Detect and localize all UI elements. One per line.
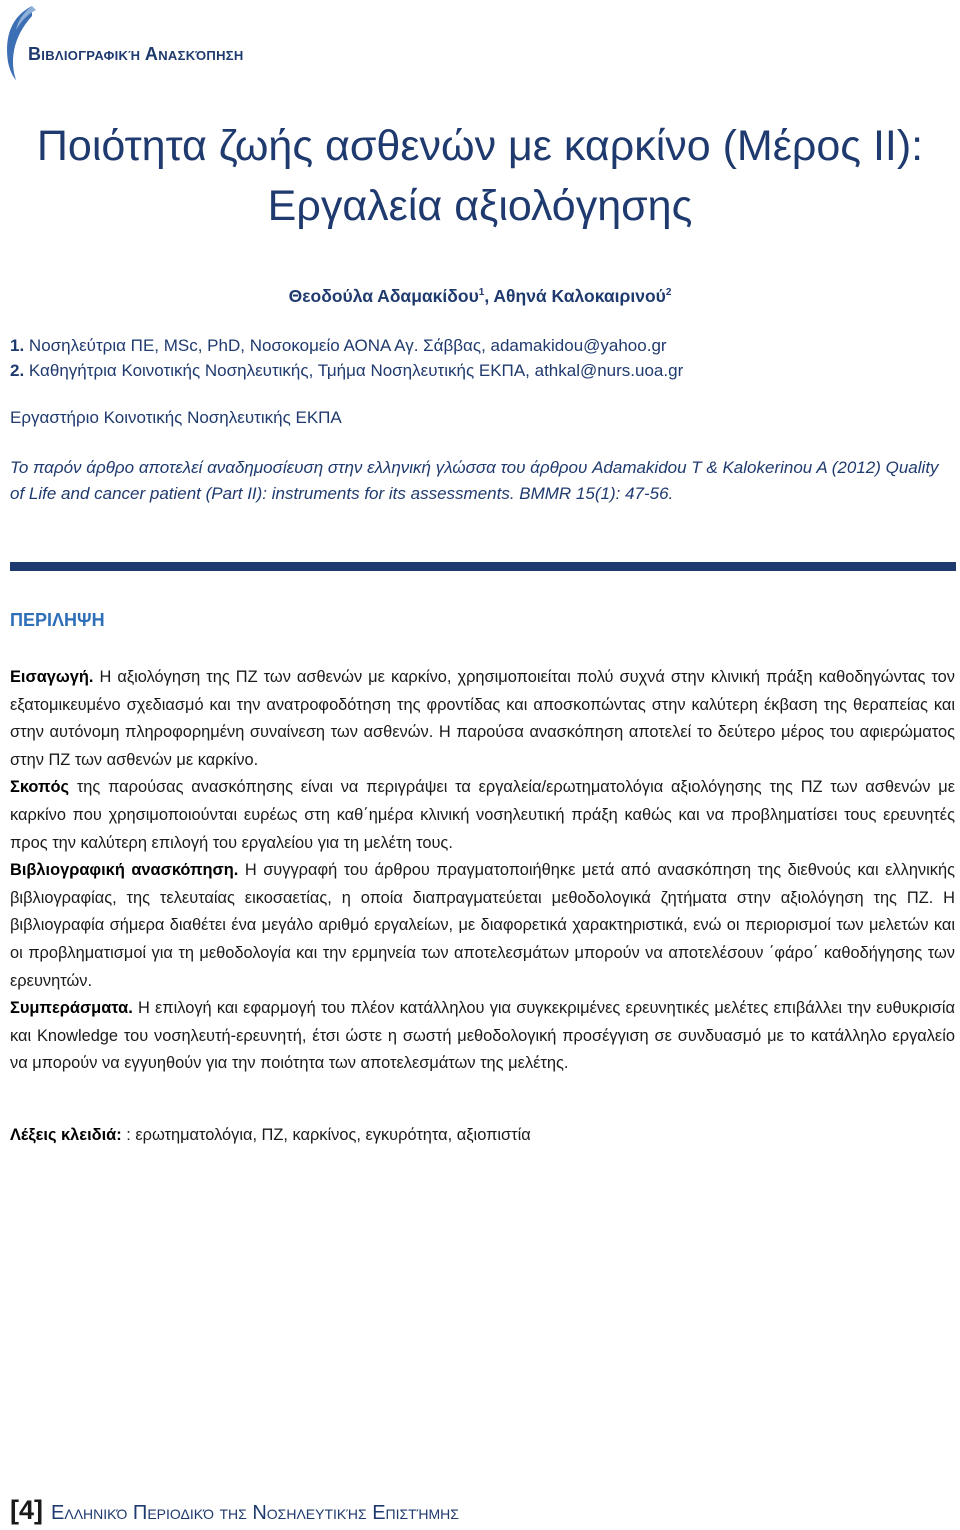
abstract-paragraph-review (10, 857, 955, 995)
abstract-paragraph-aim (10, 774, 955, 857)
author-name: Θεοδούλα Αδαμακίδου (288, 286, 479, 306)
author-affiliation-mark: 2 (665, 287, 672, 299)
article-title-line1: Ποιότητα ζωής ασθενών με καρκίνο (Μέρος ΙΙ): (36, 122, 924, 170)
abstract-paragraph-conclusions (10, 995, 955, 1078)
abstract-text: της παρούσας ανασκόπησης είναι να περιγράψει τα εργαλεία/ερωτηματολόγια αξιολόγησης της ΠΖ των ασθενών με καρκίνο που χρησιμοποιούνται ευρέως στη καθ΄ημέρα κλινική νοσηλευτική πράξη καθώς και να προβληματίσει τους ερευνητές προς την καλύτερη επιλογή του εργαλείου για τη μελέτη τους. (10, 778, 955, 852)
abstract-text: Η συγγραφή του άρθρου πραγματοποιήθηκε μετά από ανασκόπηση της διεθνούς και ελληνικής βιβλιογραφίας, της τελευταίας εικοσαετίας, η οποία διαπραγματεύεται μεθοδολογικά ζητήματα στην αξιολόγηση της ΠΖ. Η βιβλιογραφία σήμερα διαθέτει ένα μεγάλο αριθμό εργαλείων, με διαφορετικά χαρακτηριστικά, ενώ οι περιορισμοί των μελετών και οι προβληματισμοί για τη μεθοδολογία και την ερμηνεία των αποτελεσμάτων μπορούν να αποτελέσουν ΄φάρο΄ καθοδήγησης των ερευνητών. (10, 861, 955, 990)
abstract-heading: ΠΕΡΙΛΗΨΗ (10, 610, 105, 630)
affiliation-text: Καθηγήτρια Κοινοτικής Νοσηλευτικής, Τμήμα Νοσηλευτικής ΕΚΠΑ, athkal@nurs.uoa.gr (24, 361, 684, 380)
journal-name: Ελληνικό Περιοδικό της Νοσηλευτικής Επιστήμης (51, 1502, 459, 1524)
section-label: Βιβλιογραφική Ανασκόπηση (28, 44, 244, 64)
section-divider (10, 562, 956, 571)
authors (0, 286, 960, 307)
keywords-label: Λέξεις κλειδιά: (10, 1126, 122, 1144)
page-number: [4] (10, 1495, 43, 1525)
article-title-line2: Εργαλεία αξιολόγησης (267, 182, 693, 230)
author-affiliation-mark: 1 (478, 287, 485, 299)
affiliation-2 (10, 361, 683, 381)
keywords (10, 1126, 531, 1145)
affiliation-number: 1. (10, 336, 25, 355)
abstract-body (10, 664, 955, 1078)
author-name: Αθηνά Καλοκαιρινού (493, 286, 666, 306)
laboratory-line: Εργαστήριο Κοινοτικής Νοσηλευτικής ΕΚΠΑ (10, 408, 342, 427)
abstract-paragraph-introduction (10, 664, 955, 774)
publication-note: Το παρόν άρθρο αποτελεί αναδημοσίευση στην ελληνική γλώσσα του άρθρου Adamakidou T & Kalokerinou A (2012) Quality of Life and cancer patient (Part II): instruments for its assessments. BMMR 15(1): 47-56. (10, 458, 939, 503)
abstract-text: Η αξιολόγηση της ΠΖ των ασθενών με καρκίνο, χρησιμοποιείται πολύ συχνά στην κλινική πράξη καθοδηγώντας τον εξατομικευμένο σχεδιασμό και την ανατροφοδότηση της φροντίδας και αποσκοπώντας στην καλύτερη έκβαση της θεραπείας και στην αυτόνομη πληροφορημένη συναίνεση των ασθενών. Η παρούσα ανασκόπηση αποτελεί το δεύτερο μέρος του αφιερώματος στην ΠΖ των ασθενών με καρκίνο. (10, 668, 955, 769)
abstract-label: Βιβλιογραφική ανασκόπηση. (10, 861, 239, 880)
affiliation-number: 2. (10, 361, 25, 380)
abstract-label: Εισαγωγή. (10, 668, 94, 686)
journal-swoosh-logo-icon (2, 2, 36, 80)
affiliation-text: Νοσηλεύτρια ΠΕ, MSc, PhD, Νοσοκομείο ΑΟΝΑ Αγ. Σάββας, adamakidou@yahoo.gr (24, 336, 667, 355)
author-separator: , (484, 286, 494, 306)
affiliation-1 (10, 336, 667, 356)
abstract-label: Σκοπός (10, 778, 70, 797)
keywords-text: : ερωτηματολόγια, ΠΖ, καρκίνος, εγκυρότητα, αξιοπιστία (121, 1126, 531, 1144)
abstract-text: Η επιλογή και εφαρμογή του πλέον κατάλληλου για συγκεκριμένες ερευνητικές μελέτες επιβάλλει την ευθυκρισία και Knowledge του νοσηλευτή-ερευνητή, έτσι ώστε η σωστή μεθοδολογική προσέγγιση σε συνδυασμό με το κατάλληλο εργαλείο να μπορούν να εγγυηθούν για την ποιότητα των αποτελεσμάτων της μελέτης. (10, 999, 955, 1073)
abstract-label: Συμπεράσματα. (10, 999, 133, 1018)
page-footer (10, 1495, 459, 1526)
